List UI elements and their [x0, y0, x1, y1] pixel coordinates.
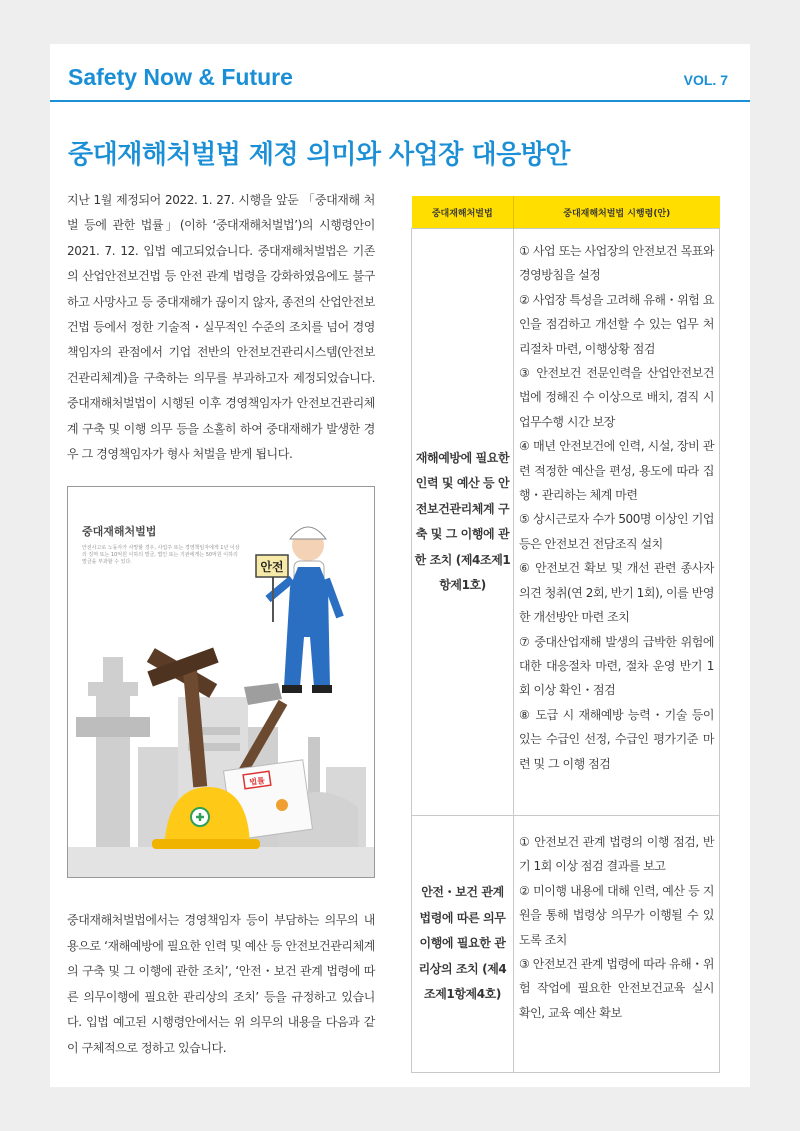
law-stamp-text: 법률 [248, 775, 266, 788]
decree-item: ⑦ 중대산업재해 발생의 급박한 위험에 대한 대응절차 마련, 절차 운영 반기 1회 이상 확인・점검 [519, 634, 714, 698]
sign-text: 안전 [260, 560, 284, 574]
decree-item: ③ 안전보건 관계 법령에 따라 유해・위험 작업에 필요한 안전보건교육 실시 확인, 교육 예산 확보 [519, 957, 714, 1020]
decree-item: ⑥ 안전보건 확보 및 개선 관련 종사자 의견 청취(연 2회, 반기 1회), 이를 반영한 개선방안 마련 조치 [519, 561, 714, 625]
decree-cell [514, 816, 720, 1073]
decree-item: ① 안전보건 관계 법령의 이행 점검, 반기 1회 이상 점검 결과를 보고 [519, 835, 714, 874]
magazine-title: Safety Now & Future [68, 64, 293, 90]
law-cell: 재해예방에 필요한 인력 및 예산 등 안전보건관리체계 구축 및 그 이행에 관한 조치 (제4조제1항제1호) [412, 229, 514, 816]
illustration-box [67, 486, 375, 878]
decree-item: ④ 매년 안전보건에 인력, 시설, 장비 관련 적정한 예산을 편성, 용도에 따라 집행・관리하는 체계 마련 [519, 439, 714, 503]
decree-cell [514, 229, 720, 816]
table-row [412, 229, 720, 816]
header-divider [50, 100, 750, 102]
body-paragraph: 중대재해처벌법에서는 경영책임자 등이 부담하는 의무의 내용으로 ‘재해예방에 필요한 인력 및 예산 등 안전보건관리체계의 구축 및 그 이행에 관한 조치’, ‘안전・보건 관계 법령에 따른 의무이행에 필요한 관리상의 조치’ 등을 규정하고 있습니다. 입법 예고된 시행령안에서는 위 의무의 내용을 다음과 같이 구체적으로 정하고 있습니다. [67, 913, 375, 1055]
decree-item: ⑤ 상시근로자 수가 500명 이상인 기업 등은 안전보건 전담조직 설치 [519, 512, 714, 551]
column-header-law: 중대재해처벌법 [412, 196, 514, 229]
table-row [412, 816, 720, 1073]
decree-item: ① 사업 또는 사업장의 안전보건 목표와 경영방침을 설정 [519, 244, 714, 283]
regulation-table [411, 196, 720, 1073]
column-header-decree: 중대재해처벌법 시행령(안) [514, 196, 720, 229]
page [50, 44, 750, 1087]
decree-item: ⑧ 도급 시 재해예방 능력・기술 등이 있는 수급인 선정, 수급인 평가기준 마련 및 그 이행 점검 [519, 707, 714, 771]
law-cell: 안전・보건 관계 법령에 따른 의무 이행에 필요한 관리상의 조치 (제4조제1항제4호) [412, 816, 514, 1073]
volume-number: VOL. 7 [683, 72, 728, 88]
intro-paragraph: 지난 1월 제정되어 2022. 1. 27. 시행을 앞둔 「중대재해 처벌 등에 관한 법률」(이하 ‘중대재해처벌법’)의 시행령안이 2021. 7. 12. 입법 예고되었습니다. 중대재해처벌법은 기존의 산업안전보건법 등 안전 관계 법령을 강화하였음에도 불구하고 사망사고 등 중대재해가 끊이지 않자, 종전의 산업안전보건법 등에서 정한 기술적・실무적인 수준의 조치를 넘어 경영책임자의 관점에서 기업 전반의 안전보건관리시스템(안전보건관리체계)을 구축하는 의무를 부과하고자 제정되었습니다. 중대재해처벌법이 시행된 이후 경영책임자가 안전보건관리체계 구축 및 이행 의무 등을 소홀히 하여 중대재해가 발생한 경우 그 경영책임자가 형사 처벌을 받게 됩니다. [67, 193, 375, 462]
decree-item: ③ 안전보건 전문인력을 산업안전보건법에 정해진 수 이상으로 배치, 겸직 시 업무수행 시간 보장 [519, 366, 714, 429]
illustration-title: 중대재해처벌법 [82, 525, 157, 538]
decree-item: ② 사업장 특성을 고려해 유해・위험 요인을 점검하고 개선할 수 있는 업무 처리절차 마련, 이행상황 점검 [519, 292, 714, 356]
article-title: 중대재해처벌법 제정 의미와 사업장 대응방안 [68, 140, 570, 170]
illustration-description: 안전사고로 노동자가 사망할 경우, 사업주 또는 경영책임자에게 1년 이상의 징역 또는 10억원 이하의 벌금, 법인 또는 기관에게는 50억원 이하의 벌금을 부과할 수 있다. [82, 545, 240, 565]
decree-item: ② 미이행 내용에 대해 인력, 예산 등 지원을 통해 법령상 의무가 이행될 수 있도록 조치 [519, 883, 714, 947]
safety-illustration [68, 487, 374, 877]
